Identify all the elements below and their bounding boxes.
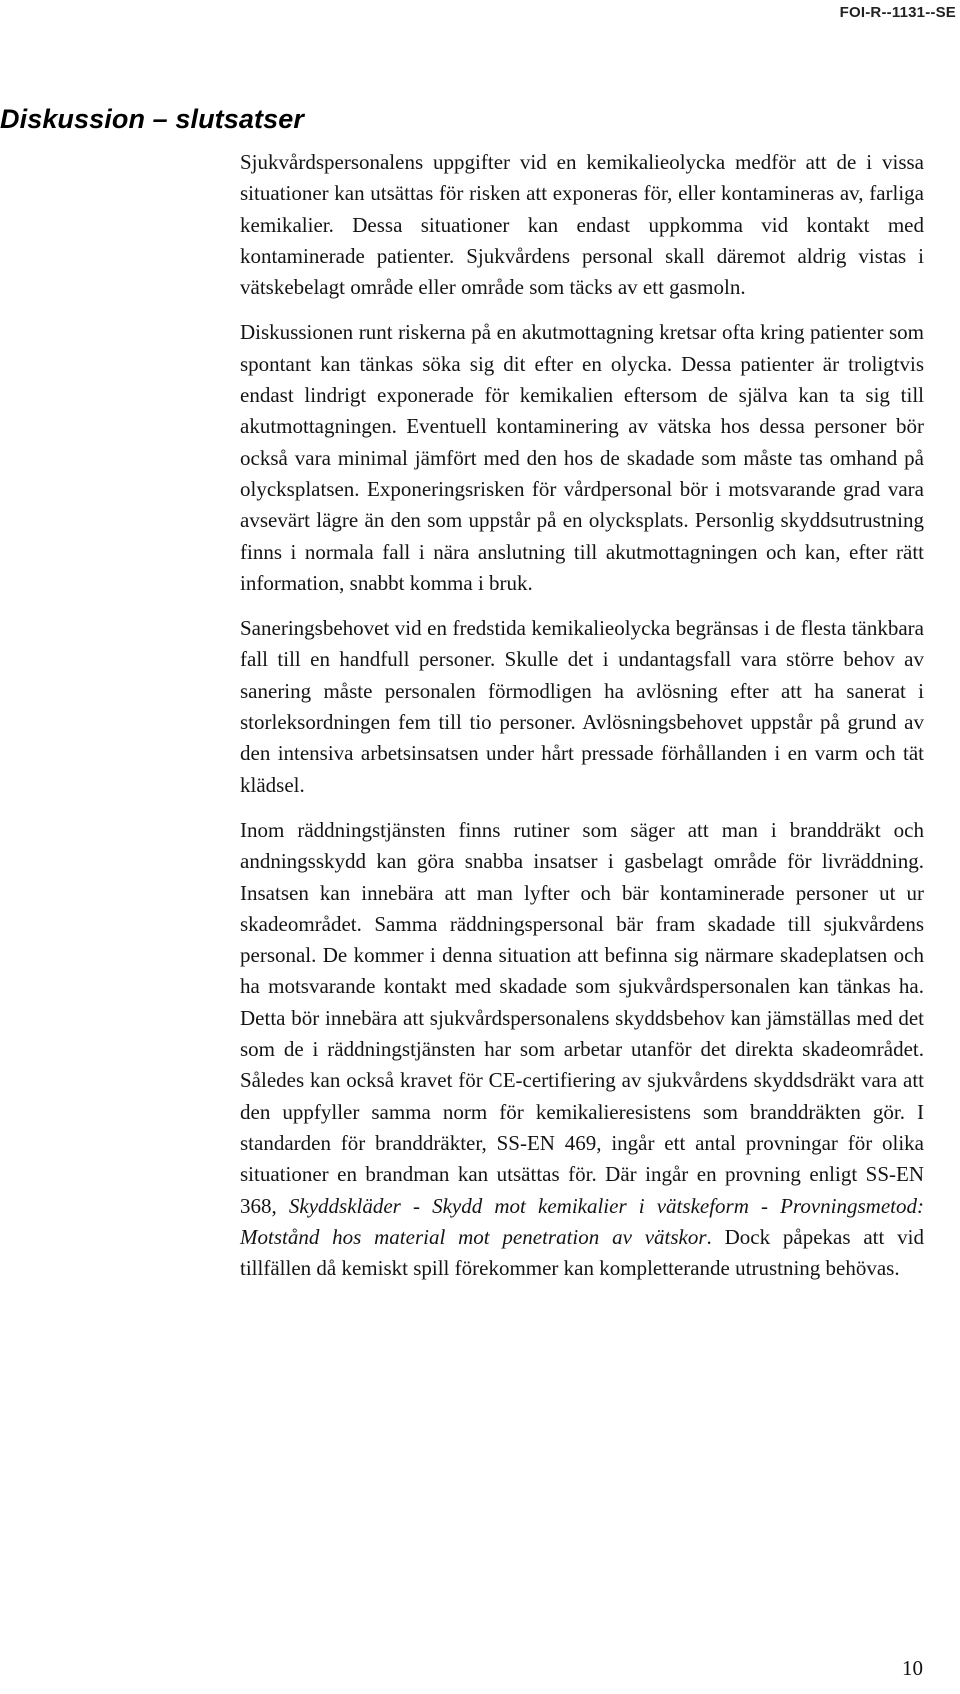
paragraph-3 bbox=[240, 613, 924, 801]
page-number: 10 bbox=[902, 1656, 923, 1680]
paragraph-3-text: Saneringsbehovet vid en fredstida kemikalieolycka begränsas i de flesta tänkbara fall till en handfull personer. Skulle det i undantagsfall vara större behov av sanering måste personalen förmodligen ha avlösning efter att ha sanerat i storleksordningen fem till tio personer. Avlösningsbehovet uppstår på grund av den intensiva arbetsinsatsen under hårt pressade förhållanden i en varm och tät klädsel. bbox=[240, 616, 924, 797]
paragraph-2 bbox=[240, 317, 924, 599]
paragraph-2-text: Diskussionen runt riskerna på en akutmottagning kretsar ofta kring patienter som spontant kan tänkas söka sig dit efter en olycka. Dessa patienter är troligtvis endast lindrigt exponerade för kemikalien eftersom de själva kan ta sig till akutmottagningen. Eventuell kontaminering av vätska hos dessa personer bör också vara minimal jämfört med den hos de skadade som måste tas omhand på olycksplatsen. Exponeringsrisken för vårdpersonal bör i motsvarande grad vara avsevärt lägre än den som uppstår på en olycksplats. Personlig skyddsutrustning finns i normala fall i nära anslutning till akutmottagningen och kan, efter rätt information, snabbt komma i bruk. bbox=[240, 320, 924, 595]
paragraph-1-text: Sjukvårdspersonalens uppgifter vid en kemikalieolycka medför att de i vissa situationer kan utsättas för risken att exponeras för, eller kontamineras av, farliga kemikalier. Dessa situationer kan endast uppkomma vid kontakt med kontaminerade patienter. Sjukvårdens personal skall däremot aldrig vistas i vätskebelagt område eller område som täcks av ett gasmoln. bbox=[240, 150, 924, 300]
paragraph-4 bbox=[240, 815, 924, 1284]
paragraph-1 bbox=[240, 147, 924, 303]
document-id: FOI-R--1131--SE bbox=[839, 4, 956, 21]
section-heading: Diskussion – slutsatser bbox=[0, 104, 304, 134]
standard-title-italic: Skyddskläder - Skydd mot kemikalier i vätskeform - Provningsmetod: Motstånd hos material mot penetration av vätskor bbox=[240, 1193, 924, 1249]
paragraph-4-text-start: Inom räddningstjänsten finns rutiner som säger att man i branddräkt och andningsskydd kan göra snabba insatser i gasbelagt område för livräddning. Insatsen kan innebära att man lyfter och bär kontaminerade personer ut ur skadeområdet. Samma räddningspersonal bär fram skadade till sjukvårdens personal. De kommer i denna situation att befinna sig närmare skadeplatsen och ha motsvarande kontakt med skadade som sjukvårdspersonalen kan tänkas ha. Detta bör innebära att sjukvårdspersonalens skyddsbehov kan jämställas med det som de i räddningstjänsten har som arbetar utanför det direkta skadeområdet. Således kan också kravet för CE-certifiering av sjukvårdens skyddsdräkt vara att den uppfyller samma norm för kemikalieresistens som branddräkten gör. I standarden för branddräkter, SS-EN 469, ingår ett antal provningar för olika situationer en brandman kan utsättas för. Där ingår en provning enligt SS-EN 368, bbox=[240, 817, 924, 1218]
body-text bbox=[240, 147, 924, 1298]
paragraph-4-text-end: . Dock påpekas att vid tillfällen då kemiskt spill förekommer kan kompletterande utrustning behövas. bbox=[240, 1224, 924, 1281]
